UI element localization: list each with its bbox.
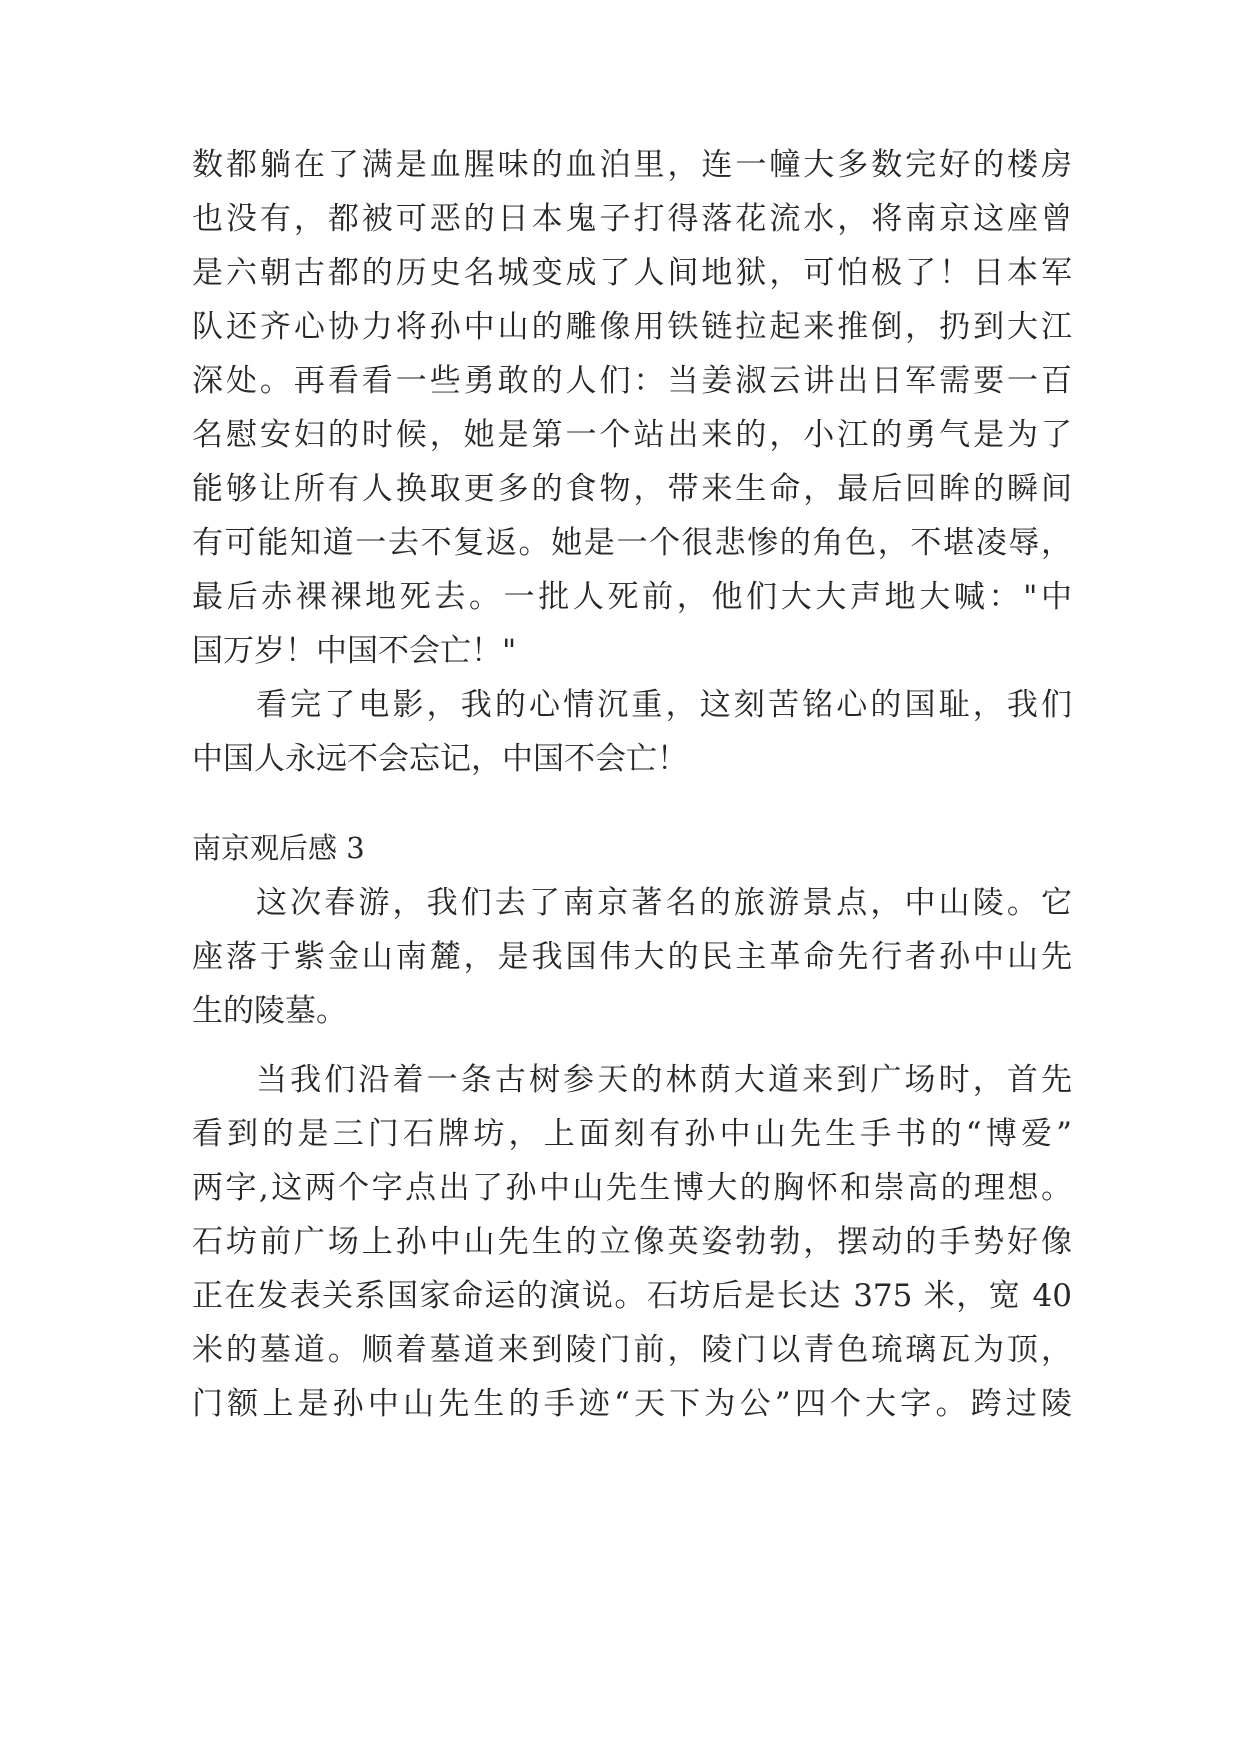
paragraph-line: 正在发表关系国家命运的演说。石坊后是长达 375 米，宽 40 xyxy=(192,1278,1072,1314)
paragraph-line: 生的陵墓。 xyxy=(192,993,347,1029)
paragraph-line: 最后赤裸裸地死去。一批人死前，他们大大声地大喊："中 xyxy=(192,579,1072,615)
paragraph-line: 这次春游，我们去了南京著名的旅游景点，中山陵。它 xyxy=(256,885,1072,921)
paragraph-line: 中国人永远不会忘记，中国不会亡！ xyxy=(192,741,688,777)
paragraph-line: 深处。再看看一些勇敢的人们：当姜淑云讲出日军需要一百 xyxy=(192,363,1072,399)
paragraph-line: 座落于紫金山南麓，是我国伟大的民主革命先行者孙中山先 xyxy=(192,939,1072,975)
paragraph-line: 能够让所有人换取更多的食物，带来生命，最后回眸的瞬间 xyxy=(192,471,1072,507)
paragraph-line: 当我们沿着一条古树参天的林荫大道来到广场时，首先 xyxy=(256,1062,1072,1098)
paragraph-line: 门额上是孙中山先生的手迹“天下为公”四个大字。跨过陵 xyxy=(192,1386,1072,1422)
paragraph-line: 看完了电影，我的心情沉重，这刻苦铭心的国耻，我们 xyxy=(256,687,1072,723)
section-heading: 南京观后感 3 xyxy=(192,831,365,865)
paragraph-line: 是六朝古都的历史名城变成了人间地狱，可怕极了！日本军 xyxy=(192,255,1072,291)
paragraph-line: 也没有，都被可恶的日本鬼子打得落花流水，将南京这座曾 xyxy=(192,201,1072,237)
paragraph-line: 数都躺在了满是血腥味的血泊里，连一幢大多数完好的楼房 xyxy=(192,147,1072,183)
paragraph-line: 有可能知道一去不复返。她是一个很悲惨的角色，不堪凌辱， xyxy=(192,525,1072,561)
paragraph-line: 队还齐心协力将孙中山的雕像用铁链拉起来推倒，扔到大江 xyxy=(192,309,1072,345)
paragraph-line: 名慰安妇的时候，她是第一个站出来的，小江的勇气是为了 xyxy=(192,417,1072,453)
paragraph-line: 米的墓道。顺着墓道来到陵门前，陵门以青色琉璃瓦为顶， xyxy=(192,1332,1072,1368)
paragraph-line: 国万岁！中国不会亡！" xyxy=(192,633,517,669)
paragraph-line: 两字,这两个字点出了孙中山先生博大的胸怀和崇高的理想。 xyxy=(192,1170,1072,1206)
paragraph-line: 石坊前广场上孙中山先生的立像英姿勃勃，摆动的手势好像 xyxy=(192,1224,1072,1260)
paragraph-line: 看到的是三门石牌坊，上面刻有孙中山先生手书的“博爱” xyxy=(192,1116,1072,1152)
